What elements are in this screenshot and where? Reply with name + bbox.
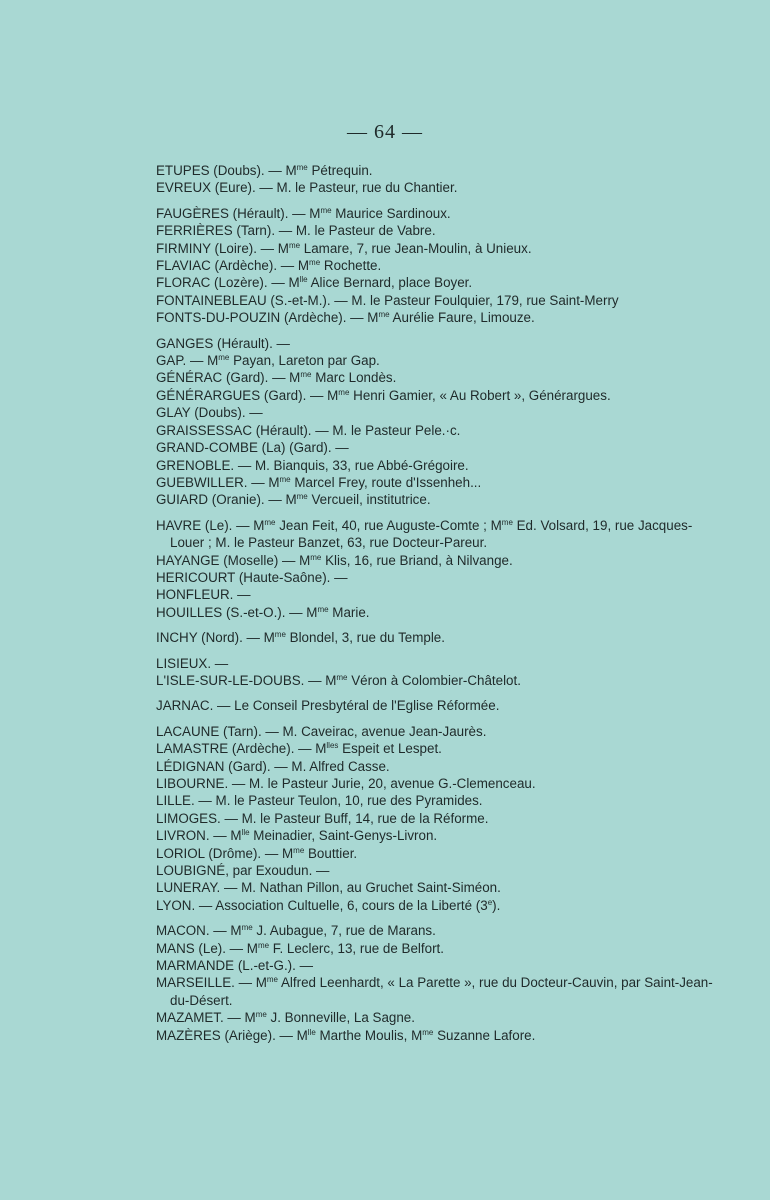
title-superscript: me (338, 387, 350, 397)
directory-entry (156, 974, 716, 1009)
directory-entry (156, 292, 716, 309)
directory-entry (156, 845, 716, 862)
entry-text: HAVRE (Le). — M (156, 517, 265, 533)
title-superscript: me (309, 258, 321, 268)
directory-entry (156, 586, 716, 603)
entry-text: GUIARD (Oranie). — M (156, 492, 297, 508)
directory-entry (156, 604, 716, 621)
title-superscript: me (257, 940, 270, 950)
directory-entry (156, 697, 716, 714)
directory-entry (156, 474, 716, 491)
title-superscript: lle (241, 828, 250, 838)
entry-text: GRAISSESSAC (Hérault). — M. le Pasteur Pele.·c. (156, 422, 461, 438)
entry-text: Klis, 16, rue Briand, à Nilvange. (321, 552, 513, 568)
entry-text: FONTAINEBLEAU (S.-et-M.). — M. le Pasteur Foulquier, 179, rue Saint-Merry (156, 292, 619, 308)
directory-entry (156, 792, 716, 809)
directory-entry (156, 723, 716, 740)
entry-text: FLORAC (Lozère). — M (156, 275, 300, 291)
entry-text: F. Leclerc, 13, rue de Belfort. (269, 940, 444, 956)
title-superscript: me (241, 923, 253, 933)
directory-entry (156, 810, 716, 827)
entry-text: LOUBIGNÉ, par Exoudun. — (156, 863, 330, 879)
entry-text: LACAUNE (Tarn). — M. Caveirac, avenue Jean-Jaurès. (156, 723, 487, 739)
entry-text: HONFLEUR. — (156, 587, 251, 603)
entry-text: LIMOGES. — M. le Pasteur Buff, 14, rue de la Réforme. (156, 810, 489, 826)
entry-text: Marie. (328, 604, 370, 620)
entry-text: Alice Bernard, place Boyer. (307, 275, 473, 291)
entry-text: J. Aubague, 7, rue de Marans. (252, 923, 436, 939)
entry-text: MAZAMET. — M (156, 1010, 256, 1026)
entry-text: L'ISLE-SUR-LE-DOUBS. — M (156, 672, 337, 688)
entry-text: HAYANGE (Moselle) — M (156, 552, 311, 568)
title-superscript: me (310, 552, 322, 562)
directory-entries (156, 162, 716, 1052)
title-superscript: me (501, 517, 513, 527)
title-superscript: me (300, 370, 312, 380)
directory-entry (156, 1009, 716, 1026)
entry-text: LYON. — Association Cultuelle, 6, cours de la Liberté (3 (156, 897, 488, 913)
entry-text: LILLE. — M. le Pasteur Teulon, 10, rue des Pyramides. (156, 793, 483, 809)
title-superscript: me (317, 604, 329, 614)
entry-group (156, 629, 716, 646)
directory-entry (156, 740, 716, 757)
directory-entry (156, 274, 716, 291)
directory-entry (156, 457, 716, 474)
title-superscript: me (293, 845, 305, 855)
title-superscript: me (274, 630, 286, 640)
directory-entry (156, 940, 716, 957)
entry-text: Alfred Leenhardt, « La Parette », rue du Docteur-Cauvin, par Saint-Jean-du-Désert. (170, 975, 713, 1008)
directory-entry (156, 775, 716, 792)
entry-text: MARMANDE (L.-et-G.). — (156, 958, 313, 974)
directory-entry (156, 309, 716, 326)
directory-entry (156, 179, 716, 196)
directory-entry (156, 672, 716, 689)
entry-text: HOUILLES (S.-et-O.). — M (156, 604, 318, 620)
entry-text: Marcel Frey, route d'Issenheh... (290, 474, 482, 490)
directory-entry (156, 335, 716, 352)
directory-entry (156, 552, 716, 569)
directory-entry (156, 205, 716, 222)
title-superscript: me (279, 474, 291, 484)
entry-text: GUEBWILLER. — M (156, 474, 280, 490)
entry-group (156, 205, 716, 327)
entry-text: GAP. — M (156, 353, 219, 369)
entry-group (156, 517, 716, 621)
title-superscript: me (266, 975, 278, 985)
directory-entry (156, 922, 716, 939)
entry-text: LORIOL (Drôme). — M (156, 845, 294, 861)
directory-entry (156, 387, 716, 404)
entry-group (156, 922, 716, 1044)
entry-group (156, 162, 716, 197)
directory-entry (156, 222, 716, 239)
directory-entry (156, 897, 716, 914)
title-superscript: me (422, 1027, 434, 1037)
title-superscript: me (378, 310, 390, 320)
entry-text: Espeit et Lespet. (338, 741, 442, 757)
entry-text: Maurice Sardinoux. (331, 205, 451, 221)
title-superscript: me (264, 517, 276, 527)
entry-text: GRENOBLE. — M. Bianquis, 33, rue Abbé-Grégoire. (156, 457, 469, 473)
title-superscript: lles (326, 741, 339, 751)
entry-text: Bouttier. (304, 845, 358, 861)
entry-group (156, 723, 716, 914)
directory-entry (156, 655, 716, 672)
entry-text: FAUGÈRES (Hérault). — M (156, 205, 321, 221)
entry-text: LIBOURNE. — M. le Pasteur Jurie, 20, avenue G.-Clemenceau. (156, 776, 536, 791)
title-superscript: e (487, 897, 493, 907)
entry-text: LISIEUX. — (156, 655, 229, 671)
entry-text: ). (492, 897, 501, 913)
entry-text: HERICOURT (Haute-Saône). — (156, 569, 348, 585)
entry-text: J. Bonneville, La Sagne. (266, 1010, 415, 1026)
directory-entry (156, 569, 716, 586)
title-superscript: lle (299, 275, 308, 285)
entry-text: Henri Gamier, « Au Robert », Générargues. (349, 387, 611, 403)
entry-text: Pétrequin. (307, 163, 373, 178)
directory-entry (156, 369, 716, 386)
directory-entry (156, 257, 716, 274)
entry-text: FONTS-DU-POUZIN (Ardèche). — M (156, 310, 379, 326)
entry-text: Payan, Lareton par Gap. (229, 353, 380, 369)
entry-text: Aurélie Faure, Limouze. (389, 310, 535, 326)
entry-text: LÉDIGNAN (Gard). — M. Alfred Casse. (156, 758, 390, 774)
entry-text: JARNAC. — Le Conseil Presbytéral de l'Eglise Réformée. (156, 698, 500, 714)
title-superscript: me (288, 240, 301, 250)
entry-text: GLAY (Doubs). — (156, 405, 263, 421)
entry-text: Suzanne Lafore. (433, 1027, 536, 1043)
directory-entry (156, 240, 716, 257)
entry-text: LUNERAY. — M. Nathan Pillon, au Gruchet Saint-Siméon. (156, 880, 501, 896)
title-superscript: me (336, 672, 348, 682)
entry-text: GÉNÉRARGUES (Gard). — M (156, 387, 339, 403)
directory-entry (156, 491, 716, 508)
entry-text: FLAVIAC (Ardèche). — M (156, 258, 310, 274)
entry-text: INCHY (Nord). — M (156, 630, 275, 646)
directory-entry (156, 439, 716, 456)
entry-text: Rochette. (320, 258, 382, 274)
entry-text: Meinadier, Saint-Genys-Livron. (249, 828, 438, 844)
entry-text: MAZÈRES (Ariège). — M (156, 1027, 308, 1043)
entry-text: GANGES (Hérault). — (156, 335, 290, 351)
entry-text: FIRMINY (Loire). — M (156, 240, 289, 256)
entry-text: FERRIÈRES (Tarn). — M. le Pasteur de Vabre. (156, 223, 436, 239)
entry-text: MANS (Le). — M (156, 940, 258, 956)
entry-text: Marc Londès. (311, 370, 397, 386)
title-superscript: me (320, 205, 332, 215)
entry-text: Lamare, 7, rue Jean-Moulin, à Unieux. (300, 240, 532, 256)
directory-entry (156, 957, 716, 974)
entry-text: Vercueil, institutrice. (307, 492, 431, 508)
directory-entry (156, 758, 716, 775)
entry-group (156, 335, 716, 509)
title-superscript: lle (307, 1027, 316, 1037)
entry-group (156, 697, 716, 714)
entry-text: ETUPES (Doubs). — M (156, 163, 297, 178)
entry-text: Jean Feit, 40, rue Auguste-Comte ; M (275, 517, 502, 533)
entry-text: LIVRON. — M (156, 828, 242, 844)
entry-text: GRAND-COMBE (La) (Gard). — (156, 440, 349, 456)
directory-entry (156, 404, 716, 421)
directory-entry (156, 827, 716, 844)
directory-entry (156, 629, 716, 646)
directory-entry (156, 162, 716, 179)
entry-text: LAMASTRE (Ardèche). — M (156, 741, 327, 757)
title-superscript: me (218, 353, 230, 363)
entry-text: MARSEILLE. — M (156, 975, 267, 991)
entry-text: EVREUX (Eure). — M. le Pasteur, rue du Chantier. (156, 180, 458, 196)
directory-entry (156, 422, 716, 439)
directory-entry (156, 879, 716, 896)
entry-text: Blondel, 3, rue du Temple. (285, 630, 445, 646)
directory-entry (156, 862, 716, 879)
entry-group (156, 655, 716, 690)
entry-text: MACON. — M (156, 923, 242, 939)
title-superscript: me (296, 492, 308, 502)
page-number: — 64 — (347, 121, 423, 143)
directory-entry (156, 517, 716, 552)
title-superscript: me (255, 1010, 267, 1020)
directory-entry (156, 1027, 716, 1044)
entry-text: Véron à Colombier-Châtelot. (347, 672, 521, 688)
entry-text: Ed. Volsard, 19, rue Jacques-Louer ; M. le Pasteur Banzet, 63, rue Docteur-Pareur. (170, 517, 693, 551)
entry-text: Marthe Moulis, M (315, 1027, 423, 1043)
directory-entry (156, 352, 716, 369)
entry-text: GÉNÉRAC (Gard). — M (156, 370, 301, 386)
title-superscript: me (296, 163, 308, 172)
